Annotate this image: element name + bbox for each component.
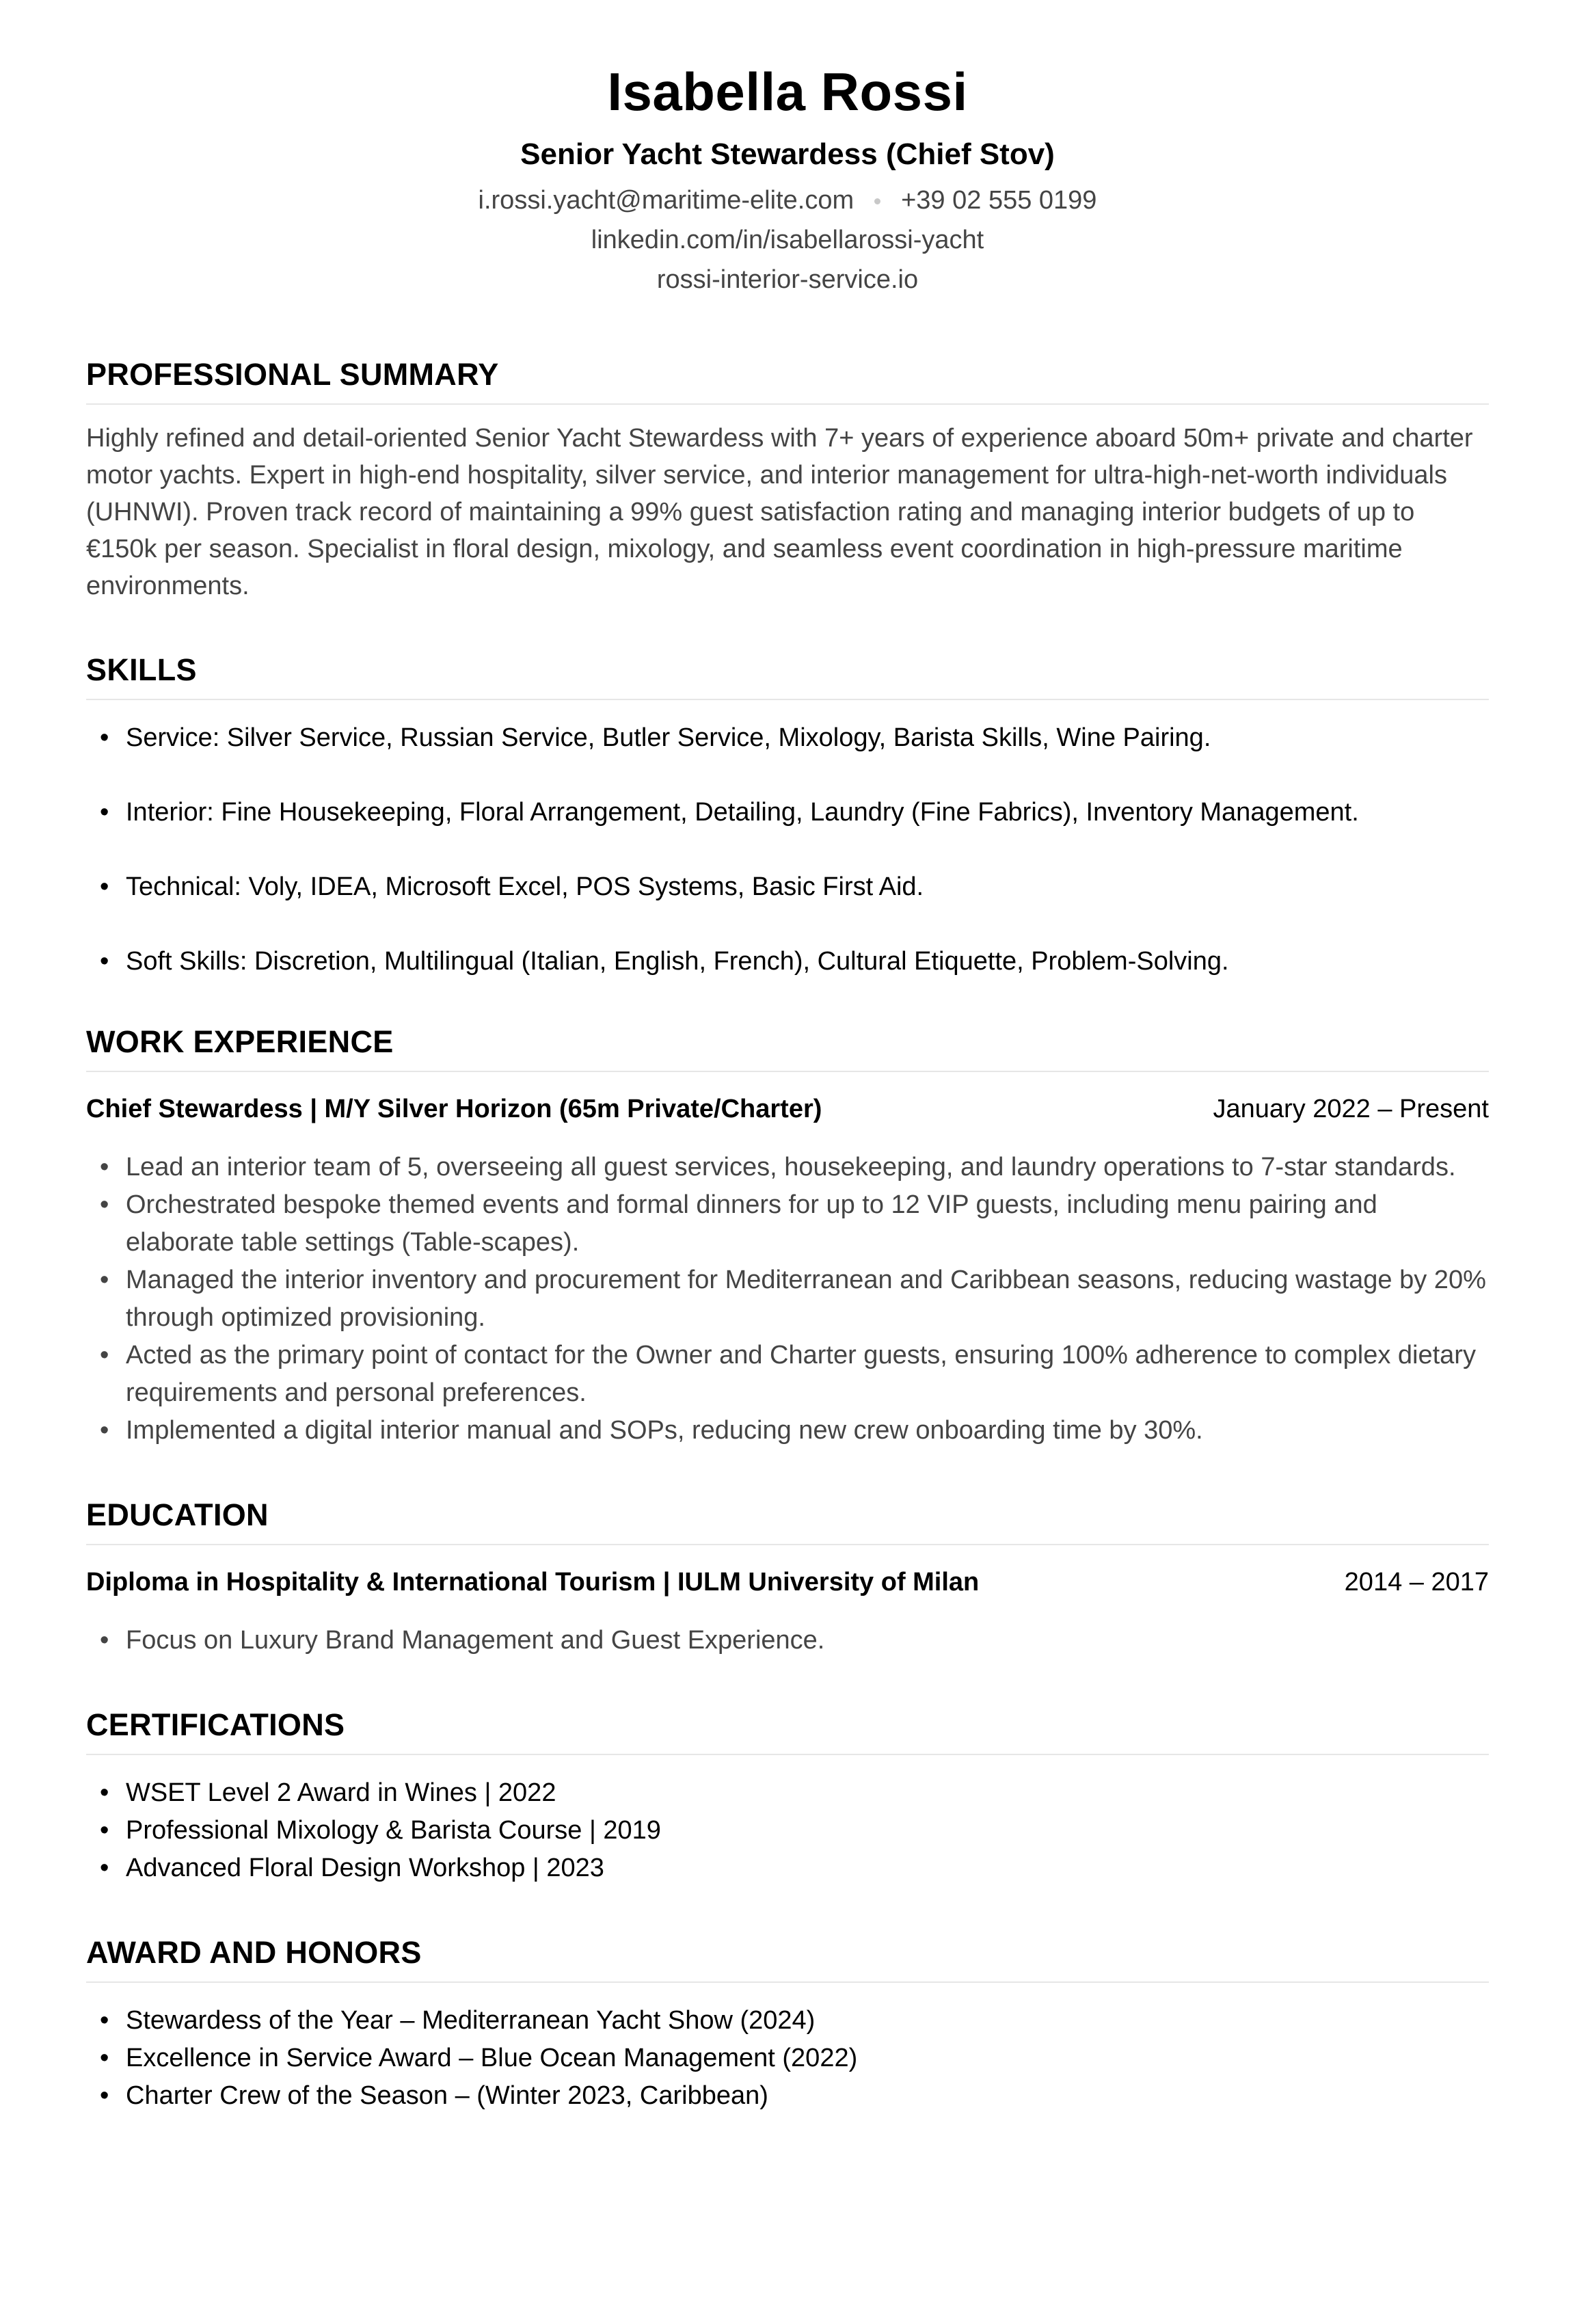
degree-title: Diploma in Hospitality & International Tourism | IULM University of Milan (86, 1568, 980, 1597)
summary-text: Highly refined and detail-oriented Senior Yacht Stewardess with 7+ years of experience aboard 50m+ private and charter motor yachts. Expert in high-end hospitality, silver service, and interior management for ultra-high-net-worth individuals (UHNWI). Proven track record of maintaining a 99% guest satisfaction rating and managing interior budgets of up to €150k per season. Specialist in floral design, mixology, and seamless event coordination in high-pressure maritime environments. (86, 424, 1473, 600)
bullet-icon: • (100, 1816, 109, 1845)
job-date: January 2022 – Present (1213, 1095, 1489, 1123)
section-title-summary: PROFESSIONAL SUMMARY (86, 356, 1489, 405)
education-bullets (86, 1622, 1489, 1659)
list-item: • Implemented a digital interior manual and SOPs, reducing new crew onboarding time by 30%. (86, 1412, 1489, 1450)
bullet-icon: • (100, 723, 109, 752)
bullet-icon: • (100, 1190, 109, 1219)
bullet-icon: • (100, 1266, 109, 1294)
contact-block (86, 181, 1489, 299)
list-item: • WSET Level 2 Award in Wines | 2022 (86, 1774, 1489, 1812)
section-title-education: EDUCATION (86, 1496, 1489, 1545)
awards-section (86, 1934, 1489, 2115)
bullet-icon: • (100, 2081, 109, 2110)
bullet-icon: • (100, 1778, 109, 1807)
section-title-certifications: CERTIFICATIONS (86, 1706, 1489, 1755)
bullet-icon: • (100, 1416, 109, 1445)
bullet-icon: • (100, 1626, 109, 1655)
experience-section (86, 1023, 1489, 1450)
list-item: • Soft Skills: Discretion, Multilingual (Italian, English, French), Cultural Etiquette, Problem-Solving. (86, 943, 1489, 980)
bullet-icon: • (100, 1341, 109, 1370)
list-item: • Managed the interior inventory and procurement for Mediterranean and Caribbean seasons, reducing wastage by 20% through optimized provisioning. (86, 1261, 1489, 1337)
candidate-role: Senior Yacht Stewardess (Chief Stov) (520, 137, 1055, 171)
list-item: • Excellence in Service Award – Blue Ocean Management (2022) (86, 2040, 1489, 2077)
list-item: • Advanced Floral Design Workshop | 2023 (86, 1849, 1489, 1887)
list-item: • Stewardess of the Year – Mediterranean Yacht Show (2024) (86, 2002, 1489, 2040)
email-link[interactable]: i.rossi.yacht@maritime-elite.com (478, 186, 854, 215)
contact-line-1 (86, 181, 1489, 220)
list-item: • Orchestrated bespoke themed events and formal dinners for up to 12 VIP guests, including menu pairing and elaborate table settings (Table-scapes). (86, 1186, 1489, 1261)
phone-number[interactable]: +39 02 555 0199 (901, 186, 1097, 215)
list-item: • Focus on Luxury Brand Management and Guest Experience. (86, 1622, 1489, 1659)
bullet-icon: • (100, 2044, 109, 2072)
bullet-icon: • (100, 2006, 109, 2035)
section-title-experience: WORK EXPERIENCE (86, 1023, 1489, 1072)
certifications-section (86, 1706, 1489, 1887)
job-title: Chief Stewardess | M/Y Silver Horizon (65m Private/Charter) (86, 1095, 822, 1123)
summary-section (86, 356, 1489, 604)
list-item: • Lead an interior team of 5, overseeing all guest services, housekeeping, and laundry operations to 7-star standards. (86, 1149, 1489, 1186)
list-item: • Professional Mixology & Barista Course | 2019 (86, 1812, 1489, 1849)
bullet-icon: • (100, 1153, 109, 1181)
list-item: • Charter Crew of the Season – (Winter 2023, Caribbean) (86, 2077, 1489, 2115)
website-link[interactable]: rossi-interior-service.io (656, 265, 919, 294)
separator-dot-icon (874, 198, 880, 204)
section-title-awards: AWARD AND HONORS (86, 1934, 1489, 1983)
linkedin-link[interactable]: linkedin.com/in/isabellarossi-yacht (591, 226, 984, 254)
list-item: • Service: Silver Service, Russian Service, Butler Service, Mixology, Barista Skills, Wine Pairing. (86, 719, 1489, 757)
section-title-skills: SKILLS (86, 651, 1489, 700)
bullet-icon: • (100, 947, 109, 976)
awards-list (86, 2002, 1489, 2115)
skills-section (86, 651, 1489, 980)
job-bullets (86, 1149, 1489, 1450)
skills-list (86, 719, 1489, 980)
certifications-list (86, 1774, 1489, 1887)
candidate-name: Isabella Rossi (607, 62, 968, 122)
list-item: • Acted as the primary point of contact for the Owner and Charter guests, ensuring 100% adherence to complex dietary requirements and personal preferences. (86, 1337, 1489, 1412)
job-header (86, 1090, 1489, 1128)
list-item: • Interior: Fine Housekeeping, Floral Arrangement, Detailing, Laundry (Fine Fabrics), Inventory Management. (86, 794, 1489, 831)
list-item: • Technical: Voly, IDEA, Microsoft Excel, POS Systems, Basic First Aid. (86, 868, 1489, 906)
bullet-icon: • (100, 1854, 109, 1882)
education-date: 2014 – 2017 (1344, 1568, 1489, 1597)
bullet-icon: • (100, 798, 109, 827)
education-section (86, 1496, 1489, 1659)
resume-header (86, 0, 1489, 299)
education-header (86, 1563, 1489, 1601)
bullet-icon: • (100, 872, 109, 901)
